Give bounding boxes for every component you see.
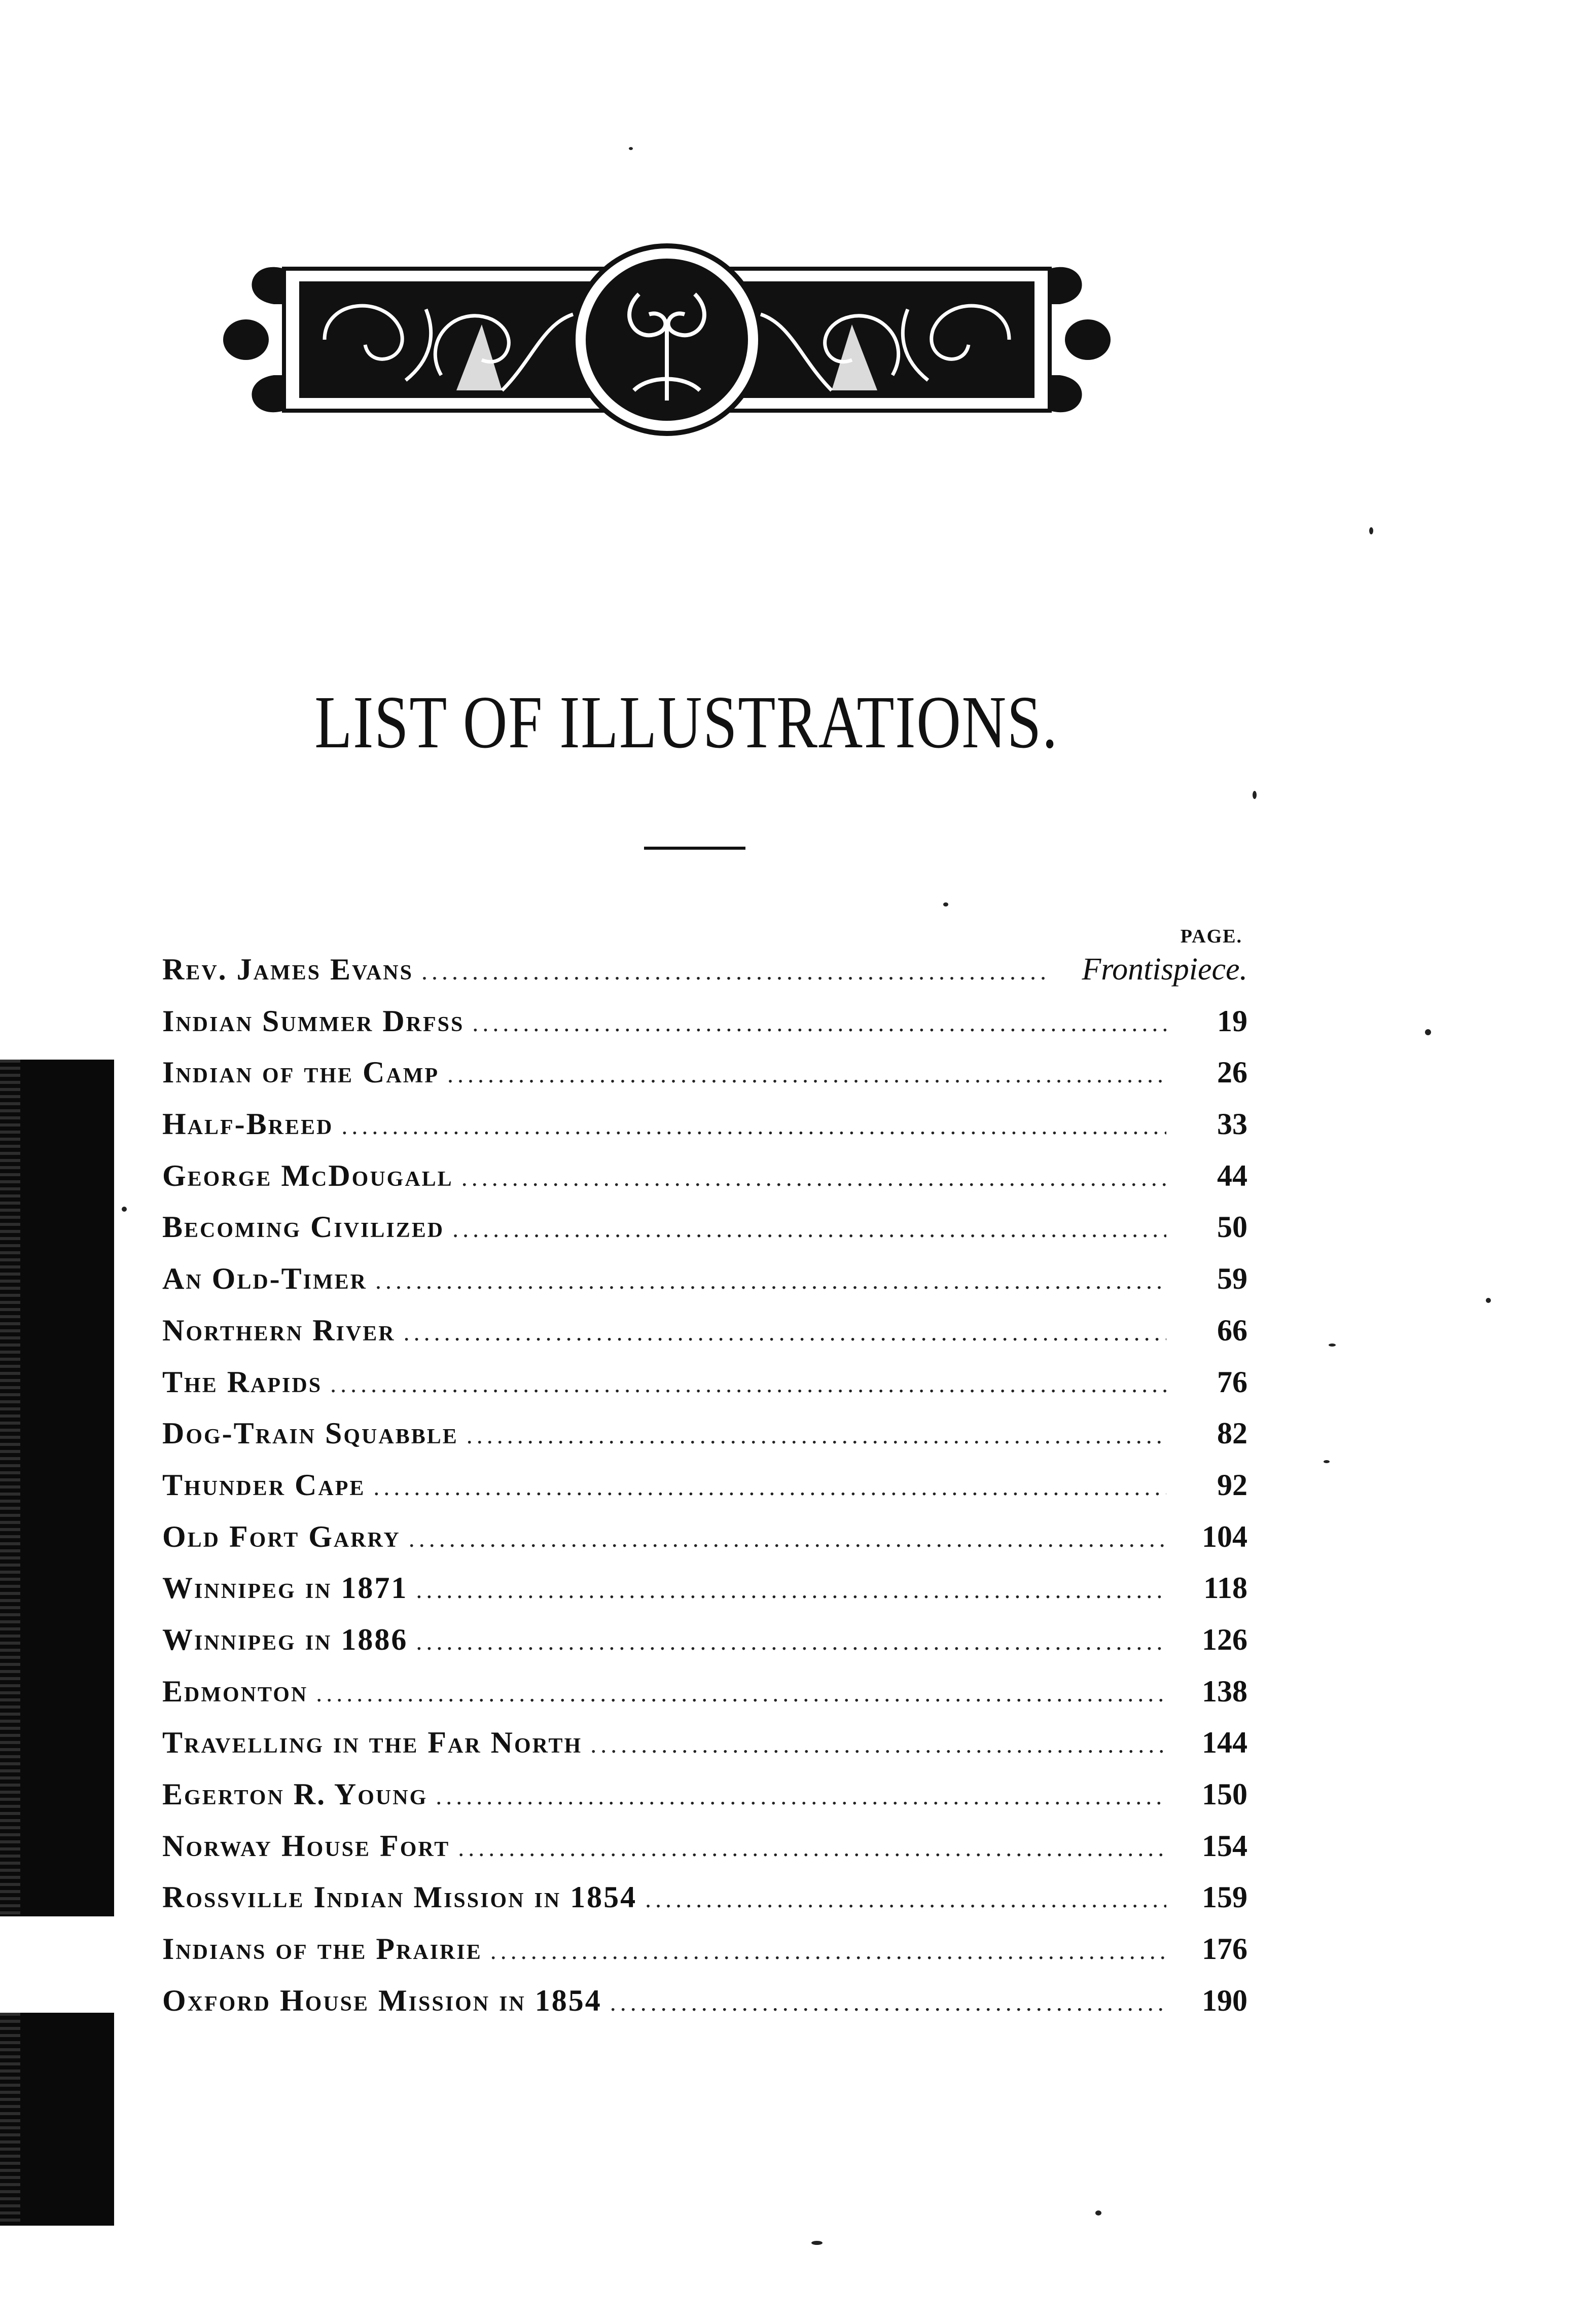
leader-dots [416,1616,1166,1668]
leader-dots [610,1977,1166,2029]
list-item [162,944,1247,996]
entry-label: Oxford House Mission in 1854 [162,1983,602,2017]
list-item [162,1202,1247,1253]
entry-page: 144 [1202,1726,1247,1760]
list-item [162,1923,1247,1975]
leader-dots [373,1462,1166,1513]
entry-label: Norway House Fort [162,1829,450,1863]
scan-speck [1253,791,1257,799]
scan-speck [122,1207,127,1212]
entry-page: 76 [1217,1365,1247,1399]
list-item [162,1047,1247,1099]
entry-page: 150 [1202,1777,1247,1811]
leader-dots [404,1307,1166,1359]
scan-speck [1425,1029,1431,1035]
ornamental-header-icon [218,238,1116,441]
leader-dots [409,1513,1166,1565]
entry-page: 66 [1217,1313,1247,1347]
entry-label: Rev. James Evans [162,953,413,986]
entry-page: 59 [1217,1262,1247,1296]
entry-page: 50 [1217,1210,1247,1244]
entry-page: 138 [1202,1674,1247,1708]
scan-speck [1369,527,1373,534]
entry-label: George McDougall [162,1158,453,1192]
entry-page: Frontispiece. [1082,952,1247,987]
entry-label: Indian of the Camp [162,1056,439,1090]
leader-dots [461,1152,1166,1204]
leader-dots [421,946,1045,998]
illustrations-list [162,944,1247,2026]
entry-label: Egerton R. Young [162,1777,428,1811]
list-item [162,1253,1247,1305]
entry-page: 176 [1202,1932,1247,1966]
leader-dots [590,1719,1166,1771]
entry-page: 159 [1202,1880,1247,1914]
entry-page: 104 [1202,1519,1247,1553]
entry-label: Dog-Train Squabble [162,1417,458,1450]
leader-dots [436,1771,1166,1823]
scan-edge-shadow [0,2013,114,2226]
scan-speck [629,147,633,150]
list-item [162,996,1247,1047]
scan-speck [1324,1460,1330,1463]
entry-label: Winnipeg in 1886 [162,1622,408,1656]
entry-label: Northern River [162,1313,396,1347]
entry-label: Rossville Indian Mission in 1854 [162,1880,637,1914]
entry-page: 82 [1217,1417,1247,1450]
scan-speck [943,902,948,906]
list-item [162,1769,1247,1821]
entry-label: Indian Summer Drfss [162,1004,465,1038]
list-item [162,1563,1247,1614]
scan-speck [811,2241,823,2245]
entry-page: 154 [1202,1829,1247,1863]
list-item [162,1408,1247,1460]
leader-dots [490,1926,1166,1977]
list-item [162,1460,1247,1511]
list-item [162,1872,1247,1923]
entry-label: Indians of the Prairie [162,1932,482,1966]
entry-label: The Rapids [162,1365,323,1399]
page-title: LIST OF ILLUSTRATIONS. [314,681,1058,764]
list-item [162,1614,1247,1666]
entry-page: 190 [1202,1983,1247,2017]
list-item [162,1099,1247,1150]
scan-edge-shadow [0,1060,114,1916]
list-item [162,1357,1247,1408]
list-item [162,1511,1247,1563]
page-column-label: PAGE. [1180,926,1242,947]
list-item [162,1305,1247,1357]
entry-label: Half-Breed [162,1107,334,1141]
leader-dots [330,1359,1166,1410]
entry-page: 26 [1217,1056,1247,1090]
title-divider [644,847,745,850]
entry-label: Old Fort Garry [162,1519,401,1553]
entry-page: 92 [1217,1468,1247,1502]
leader-dots [416,1565,1166,1616]
entry-page: 33 [1217,1107,1247,1141]
scan-speck [1329,1343,1336,1347]
leader-dots [375,1255,1166,1307]
leader-dots [341,1101,1166,1152]
entry-page: 44 [1217,1158,1247,1192]
entry-label: Becoming Civilized [162,1210,445,1244]
entry-label: Thunder Cape [162,1468,366,1502]
list-item [162,1666,1247,1718]
leader-dots [452,1204,1166,1255]
list-item [162,1717,1247,1769]
leader-dots [316,1668,1166,1720]
leader-dots [467,1410,1166,1462]
leader-dots [447,1049,1166,1101]
entry-label: Edmonton [162,1674,308,1708]
entry-page: 19 [1217,1004,1247,1038]
entry-label: Winnipeg in 1871 [162,1571,408,1605]
scan-speck [1486,1298,1491,1303]
entry-page: 126 [1202,1622,1247,1656]
scan-speck [1095,2210,1101,2216]
list-item [162,1975,1247,2027]
entry-page: 118 [1203,1571,1247,1605]
leader-dots [458,1823,1166,1874]
list-item [162,1821,1247,1872]
leader-dots [472,998,1166,1049]
leader-dots [645,1874,1166,1926]
entry-label: An Old-Timer [162,1262,368,1296]
list-item [162,1150,1247,1202]
entry-label: Travelling in the Far North [162,1726,583,1760]
